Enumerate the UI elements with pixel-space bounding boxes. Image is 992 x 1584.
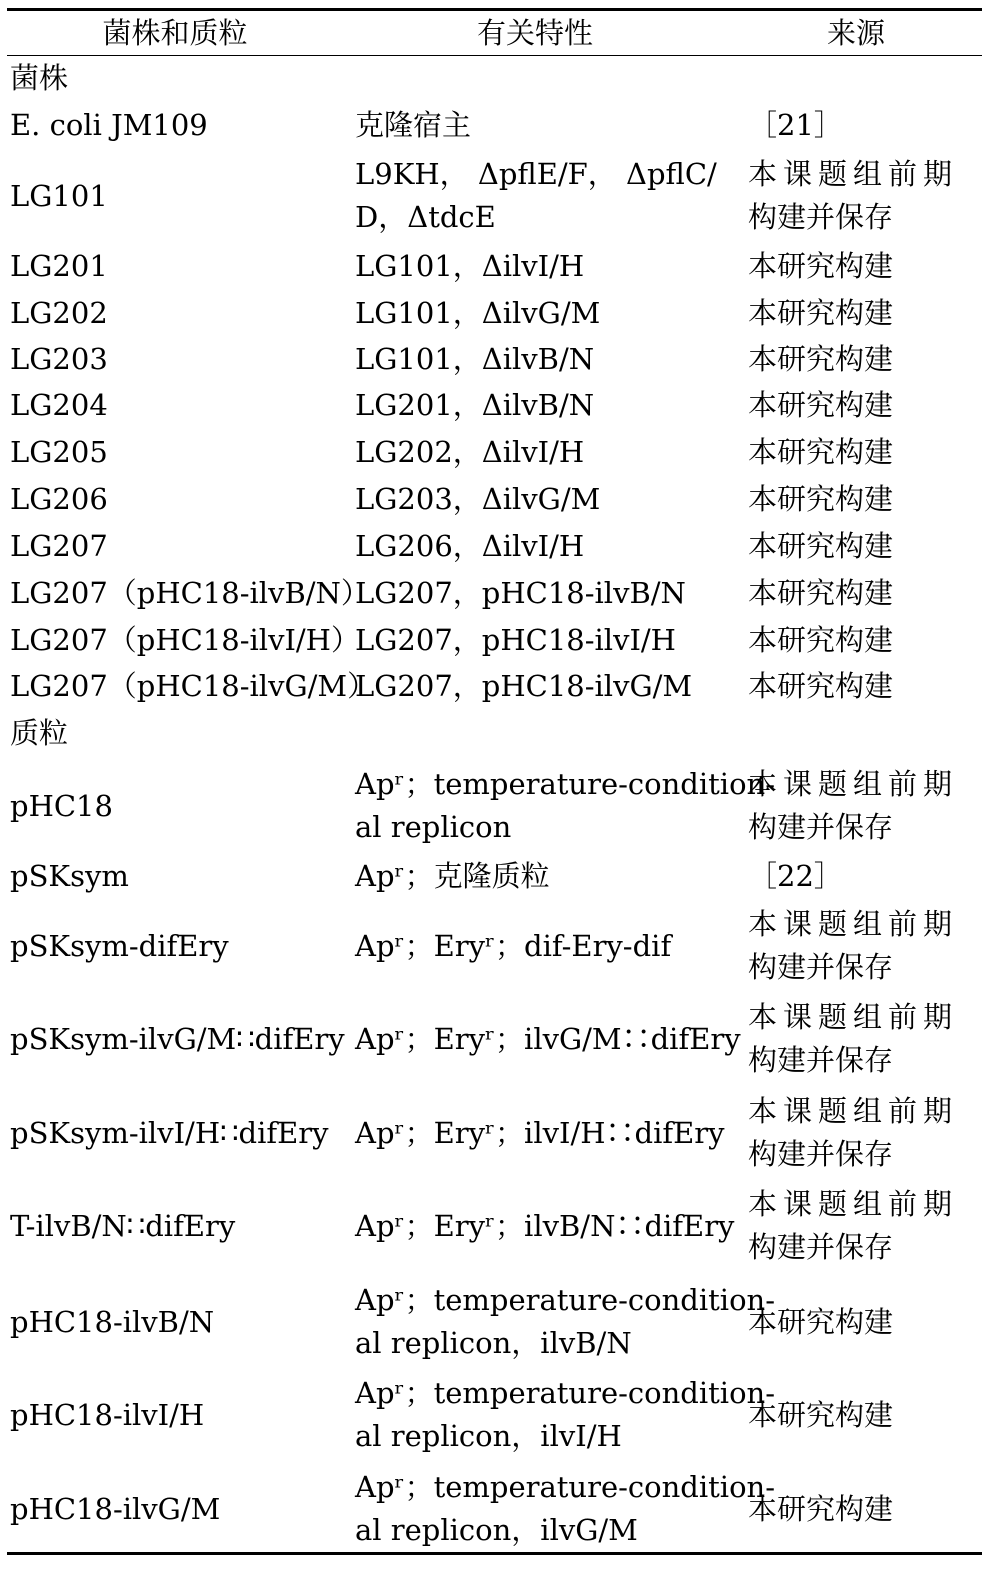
cell-property: Apʳ；克隆质粒: [355, 859, 550, 893]
cell-plasmid: pHC18: [10, 789, 113, 823]
table-bottom-rule: [7, 1552, 982, 1555]
cell-source-line1: 本课题组前期: [748, 1187, 959, 1221]
cell-source: 本研究构建: [748, 296, 894, 330]
cell-strain: LG203: [10, 342, 108, 376]
cell-property-line1: Apʳ；temperature-condition-: [355, 1283, 776, 1317]
cell-source-line2: 构建并保存: [748, 810, 894, 844]
cell-property: LG203，ΔilvG/M: [355, 482, 601, 516]
cell-source-line2: 构建并保存: [748, 200, 894, 234]
cell-property: 克隆宿主: [355, 108, 472, 142]
cell-property: LG101，ΔilvI/H: [355, 249, 585, 283]
header-properties: 有关特性: [476, 16, 593, 50]
cell-source-line2: 构建并保存: [748, 1137, 894, 1171]
cell-plasmid: pSKsym-difEry: [10, 929, 229, 963]
cell-strain: LG207（pHC18-ilvI/H）: [10, 623, 360, 657]
cell-property: Apʳ；Eryʳ；ilvB/N∷difEry: [355, 1209, 735, 1243]
cell-plasmid: pSKsym-ilvI/H∷difEry: [10, 1116, 329, 1150]
cell-property: LG207，pHC18-ilvB/N: [355, 576, 686, 610]
cell-property: Apʳ；Eryʳ；ilvG/M∷difEry: [355, 1022, 741, 1056]
cell-source: 本研究构建: [748, 388, 894, 422]
cell-source: 本研究构建: [748, 529, 894, 563]
cell-property-line2: al replicon，ilvG/M: [355, 1513, 638, 1547]
cell-strain: LG204: [10, 388, 108, 422]
cell-plasmid: pHC18-ilvI/H: [10, 1398, 205, 1432]
cell-strain: LG206: [10, 482, 108, 516]
cell-property: LG206，ΔilvI/H: [355, 529, 585, 563]
cell-source-line2: 构建并保存: [748, 1043, 894, 1077]
cell-property: LG101，ΔilvB/N: [355, 342, 595, 376]
cell-strain: LG207（pHC18-ilvB/N）: [10, 576, 370, 610]
cell-plasmid: pHC18-ilvB/N: [10, 1305, 215, 1339]
cell-property: LG101，ΔilvG/M: [355, 296, 601, 330]
cell-strain: LG207（pHC18-ilvG/M）: [10, 669, 377, 703]
cell-source-line1: 本课题组前期: [748, 1000, 959, 1034]
cell-property-line2: al replicon: [355, 810, 512, 844]
section-label-strains: 菌株: [10, 61, 69, 95]
cell-strain: LG205: [10, 435, 108, 469]
cell-source: 本研究构建: [748, 669, 894, 703]
cell-property: LG202，ΔilvI/H: [355, 435, 585, 469]
cell-property: LG207，pHC18-ilvI/H: [355, 623, 676, 657]
cell-plasmid: pSKsym-ilvG/M∷difEry: [10, 1022, 345, 1056]
cell-property: LG201，ΔilvB/N: [355, 388, 595, 422]
cell-source: ［22］: [748, 859, 843, 893]
cell-strain: LG101: [10, 179, 108, 213]
cell-property-line1: Apʳ；temperature-condition-: [355, 1376, 776, 1410]
cell-property-line1: Apʳ；temperature-condition-: [355, 767, 776, 801]
cell-source: 本研究构建: [748, 1398, 894, 1432]
cell-property: Apʳ；Eryʳ；ilvI/H∷difEry: [355, 1116, 725, 1150]
cell-source-line1: 本课题组前期: [748, 157, 959, 191]
cell-strain: LG202: [10, 296, 108, 330]
cell-source: 本研究构建: [748, 623, 894, 657]
header-strains-plasmids: 菌株和质粒: [102, 16, 248, 50]
cell-source-line1: 本课题组前期: [748, 907, 959, 941]
cell-property-line2: al replicon，ilvI/H: [355, 1419, 622, 1453]
header-rule: [7, 55, 982, 56]
cell-property-line2: D，ΔtdcE: [355, 200, 496, 234]
cell-plasmid: pSKsym: [10, 859, 129, 893]
cell-property-line2: al replicon，ilvB/N: [355, 1326, 632, 1360]
cell-source-line1: 本课题组前期: [748, 767, 959, 801]
header-source: 来源: [826, 16, 885, 50]
cell-property-line1: Apʳ；temperature-condition-: [355, 1470, 776, 1504]
cell-source: 本研究构建: [748, 576, 894, 610]
cell-source: 本研究构建: [748, 435, 894, 469]
cell-plasmid: T-ilvB/N∷difEry: [10, 1209, 236, 1243]
cell-property: Apʳ；Eryʳ；dif-Ery-dif: [355, 929, 672, 963]
cell-source-line2: 构建并保存: [748, 950, 894, 984]
cell-source: 本研究构建: [748, 482, 894, 516]
cell-strain: E. coli JM109: [10, 108, 208, 142]
cell-source: ［21］: [748, 108, 843, 142]
cell-source-line2: 构建并保存: [748, 1230, 894, 1264]
cell-strain: LG207: [10, 529, 108, 563]
cell-source: 本研究构建: [748, 342, 894, 376]
cell-property: LG207，pHC18-ilvG/M: [355, 669, 693, 703]
cell-source: 本研究构建: [748, 249, 894, 283]
cell-property-line1: L9KH， ΔpflE/F， ΔpflC/: [355, 157, 717, 191]
cell-plasmid: pHC18-ilvG/M: [10, 1492, 221, 1526]
cell-source: 本研究构建: [748, 1492, 894, 1526]
section-label-plasmids: 质粒: [10, 716, 69, 750]
cell-source: 本研究构建: [748, 1305, 894, 1339]
table-top-rule: [7, 8, 982, 11]
cell-source-line1: 本课题组前期: [748, 1094, 959, 1128]
cell-strain: LG201: [10, 249, 108, 283]
